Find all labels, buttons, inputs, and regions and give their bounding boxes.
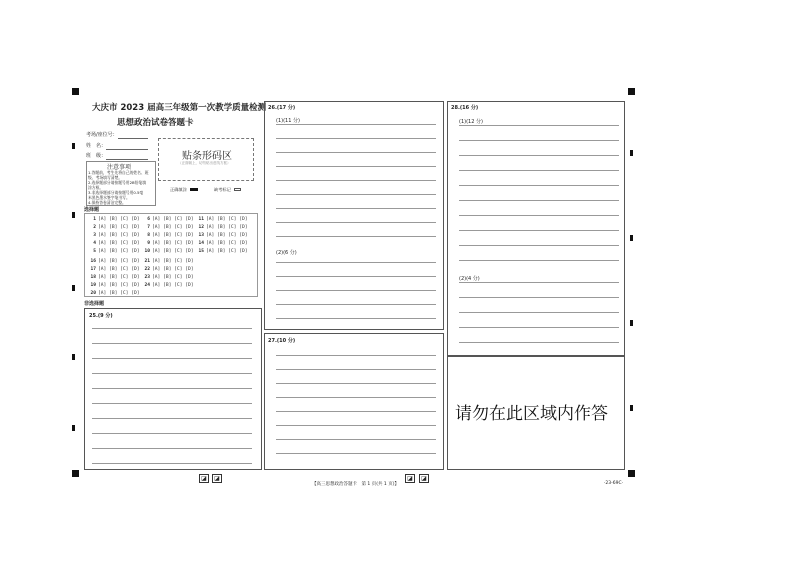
q25-label: 25.(9 分) (89, 313, 113, 319)
notice-item: 涂方框。 (88, 185, 104, 190)
option-bubbles[interactable]: [A] [B] [C] [D] (98, 283, 140, 288)
choice-row-18[interactable] (88, 275, 140, 280)
option-bubbles[interactable]: [A] [B] [C] [D] (206, 241, 248, 246)
answer-line[interactable] (276, 355, 436, 356)
question-number: 8 (147, 233, 150, 238)
timing-mark (72, 354, 75, 360)
choice-row-13[interactable] (196, 233, 248, 238)
choice-row-1[interactable] (88, 217, 140, 222)
question-number: 17 (90, 267, 96, 272)
answer-line[interactable] (459, 297, 619, 298)
timing-mark (628, 88, 635, 95)
notice-item: 4.保持答卷清洁完整。 (88, 200, 126, 205)
answer-line[interactable] (459, 215, 619, 216)
answer-line[interactable] (276, 439, 436, 440)
answer-line[interactable] (276, 369, 436, 370)
choice-row-17[interactable] (88, 267, 140, 272)
option-bubbles[interactable]: [A] [B] [C] [D] (98, 291, 140, 296)
option-bubbles[interactable]: [A] [B] [C] [D] (152, 283, 194, 288)
choice-row-2[interactable] (88, 225, 140, 230)
barcode-sublabel: （正面朝上，切勿贴出虚线方框） (178, 161, 231, 165)
option-bubbles[interactable]: [A] [B] [C] [D] (152, 275, 194, 280)
answer-line[interactable] (459, 327, 619, 328)
option-bubbles[interactable]: [A] [B] [C] [D] (98, 249, 140, 254)
page-flip-icon: ◪ (405, 474, 415, 483)
answer-line[interactable] (459, 282, 619, 283)
answer-line[interactable] (92, 373, 252, 374)
timing-mark (72, 285, 75, 291)
choice-row-19[interactable] (88, 283, 140, 288)
option-bubbles[interactable]: [A] [B] [C] [D] (152, 259, 194, 264)
choice-row-23[interactable] (142, 275, 194, 280)
name-field[interactable] (106, 149, 148, 150)
class-field[interactable] (106, 159, 148, 160)
choice-row-9[interactable] (142, 241, 194, 246)
answer-line[interactable] (276, 411, 436, 412)
option-bubbles[interactable]: [A] [B] [C] [D] (152, 233, 194, 238)
choice-row-11[interactable] (196, 217, 248, 222)
page-flip-icon: ◪ (212, 474, 222, 483)
correct-fill-sample (190, 188, 198, 191)
option-bubbles[interactable]: [A] [B] [C] [D] (152, 267, 194, 272)
answer-line[interactable] (276, 194, 436, 195)
answer-line[interactable] (459, 140, 619, 141)
notice-item: 米黑色墨水签字笔书写。 (88, 195, 130, 200)
answer-line[interactable] (459, 170, 619, 171)
choice-row-8[interactable] (142, 233, 194, 238)
answer-line[interactable] (459, 260, 619, 261)
choice-row-4[interactable] (88, 241, 140, 246)
answer-line[interactable] (276, 124, 436, 125)
option-bubbles[interactable]: [A] [B] [C] [D] (152, 217, 194, 222)
question-number: 6 (147, 217, 150, 222)
timing-mark (630, 150, 633, 156)
answer-line[interactable] (459, 185, 619, 186)
question-number: 18 (90, 275, 96, 280)
choice-row-14[interactable] (196, 241, 248, 246)
q28-label: 28.(16 分) (451, 105, 479, 111)
q26-sub2-label: (2)(6 分) (276, 250, 297, 256)
answer-line[interactable] (276, 425, 436, 426)
notice-item: 3.非选择题部分请按题号用0.5毫 (88, 190, 144, 195)
question-number: 5 (93, 249, 96, 254)
option-bubbles[interactable]: [A] [B] [C] [D] (206, 225, 248, 230)
answer-line[interactable] (276, 222, 436, 223)
timing-mark (630, 320, 633, 326)
barcode-label: 贴条形码区 (182, 151, 232, 162)
answer-line[interactable] (459, 155, 619, 156)
option-bubbles[interactable]: [A] [B] [C] [D] (206, 233, 248, 238)
notice-title: 注意事项 (107, 164, 132, 171)
page-title: 大庆市 2023 届高三年级第一次教学质量检测 (92, 103, 267, 113)
name-label: 姓 名： (86, 143, 107, 149)
timing-mark (72, 143, 75, 149)
q26-answer-box[interactable] (264, 101, 444, 330)
answer-line[interactable] (92, 448, 252, 449)
question-number: 7 (147, 225, 150, 230)
timing-mark (72, 212, 75, 218)
answer-line[interactable] (276, 262, 436, 263)
answer-line[interactable] (92, 418, 252, 419)
q27-answer-box[interactable] (264, 333, 444, 470)
absent-mark-box[interactable] (234, 188, 241, 191)
option-bubbles[interactable]: [A] [B] [C] [D] (206, 249, 248, 254)
q26-sub1-label: (1)(11 分) (276, 118, 300, 124)
answer-line[interactable] (459, 125, 619, 126)
question-number: 2 (93, 225, 96, 230)
answer-line[interactable] (92, 343, 252, 344)
page-subtitle: 思想政治试卷答题卡 (117, 118, 194, 128)
answer-line[interactable] (459, 312, 619, 313)
answer-line[interactable] (276, 166, 436, 167)
choice-row-5[interactable] (88, 249, 140, 254)
answer-line[interactable] (92, 388, 252, 389)
question-number: 20 (90, 291, 96, 296)
question-number: 1 (93, 217, 96, 222)
choice-row-20[interactable] (88, 291, 140, 296)
answer-line[interactable] (276, 236, 436, 237)
timing-mark (630, 235, 633, 241)
footer-code: ·23-69C· (604, 481, 624, 486)
choice-section-label: 选择题 (84, 207, 100, 213)
q28-sub1-label: (1)(12 分) (459, 119, 483, 125)
choice-row-10[interactable] (142, 249, 194, 254)
answer-line[interactable] (92, 358, 252, 359)
no-answer-zone-text: 请勿在此区域内作答 (455, 404, 608, 424)
answer-line[interactable] (276, 208, 436, 209)
answer-line[interactable] (92, 433, 252, 434)
timing-mark (628, 470, 635, 477)
absent-mark-label: 缺考标记 (214, 187, 231, 192)
answer-line[interactable] (92, 463, 252, 464)
choice-row-6[interactable] (142, 217, 194, 222)
question-number: 10 (144, 249, 150, 254)
answer-line[interactable] (276, 453, 436, 454)
answer-line[interactable] (276, 304, 436, 305)
page-flip-icon: ◪ (199, 474, 209, 483)
notice-item: 级、考场填写清楚。 (88, 175, 123, 180)
option-bubbles[interactable]: [A] [B] [C] [D] (98, 259, 140, 264)
timing-mark (72, 470, 79, 477)
question-number: 23 (144, 275, 150, 280)
choice-row-15[interactable] (196, 249, 248, 254)
option-bubbles[interactable]: [A] [B] [C] [D] (98, 241, 140, 246)
answer-line[interactable] (276, 290, 436, 291)
nonchoice-label: 非选择题 (84, 301, 105, 307)
choice-row-16[interactable] (88, 259, 140, 264)
question-number: 14 (198, 241, 204, 246)
answer-line[interactable] (276, 276, 436, 277)
option-bubbles[interactable]: [A] [B] [C] [D] (98, 225, 140, 230)
option-bubbles[interactable]: [A] [B] [C] [D] (206, 217, 248, 222)
question-number: 9 (147, 241, 150, 246)
question-number: 4 (93, 241, 96, 246)
class-label: 班 级： (86, 153, 107, 159)
option-bubbles[interactable]: [A] [B] [C] [D] (98, 233, 140, 238)
choice-row-22[interactable] (142, 267, 194, 272)
q28-sub2-label: (2)(4 分) (459, 276, 480, 282)
q25-answer-box[interactable] (84, 308, 262, 470)
timing-mark (72, 88, 79, 95)
answer-line[interactable] (459, 245, 619, 246)
choice-row-12[interactable] (196, 225, 248, 230)
answer-line[interactable] (276, 138, 436, 139)
answer-line[interactable] (459, 200, 619, 201)
option-bubbles[interactable]: [A] [B] [C] [D] (152, 241, 194, 246)
choice-row-3[interactable] (88, 233, 140, 238)
exam-seat-label: 考场/座位号： (86, 132, 118, 138)
choice-row-21[interactable] (142, 259, 194, 264)
choice-row-24[interactable] (142, 283, 194, 288)
page-flip-icon: ◪ (419, 474, 429, 483)
correct-fill-label: 正确填涂 (170, 187, 187, 192)
option-bubbles[interactable]: [A] [B] [C] [D] (98, 275, 140, 280)
choice-row-7[interactable] (142, 225, 194, 230)
question-number: 3 (93, 233, 96, 238)
question-number: 22 (144, 267, 150, 272)
question-number: 24 (144, 283, 150, 288)
option-bubbles[interactable]: [A] [B] [C] [D] (152, 225, 194, 230)
question-number: 12 (198, 225, 204, 230)
footer-page-info: 【高三思想政治答题卡 第 1 页(共 1 页)】 (312, 482, 399, 487)
q26-label: 26.(17 分) (268, 105, 296, 111)
option-bubbles[interactable]: [A] [B] [C] [D] (98, 217, 140, 222)
answer-line[interactable] (276, 383, 436, 384)
notice-item: 2.选择题部分请按题号用2B铅笔填 (88, 180, 147, 185)
answer-line[interactable] (92, 403, 252, 404)
timing-mark (72, 425, 75, 431)
option-bubbles[interactable]: [A] [B] [C] [D] (98, 267, 140, 272)
answer-line[interactable] (276, 152, 436, 153)
q27-label: 27.(10 分) (268, 338, 296, 344)
question-number: 11 (198, 217, 204, 222)
answer-line[interactable] (92, 328, 252, 329)
timing-mark (630, 405, 633, 411)
question-number: 13 (198, 233, 204, 238)
answer-line[interactable] (276, 397, 436, 398)
answer-line[interactable] (459, 230, 619, 231)
answer-line[interactable] (276, 318, 436, 319)
answer-line[interactable] (276, 180, 436, 181)
question-number: 21 (144, 259, 150, 264)
option-bubbles[interactable]: [A] [B] [C] [D] (152, 249, 194, 254)
question-number: 16 (90, 259, 96, 264)
notice-item: 1.答题前，考生先将自己的姓名、班 (88, 170, 149, 175)
question-number: 15 (198, 249, 204, 254)
question-number: 19 (90, 283, 96, 288)
answer-line[interactable] (459, 342, 619, 343)
exam-seat-field[interactable] (118, 138, 148, 139)
